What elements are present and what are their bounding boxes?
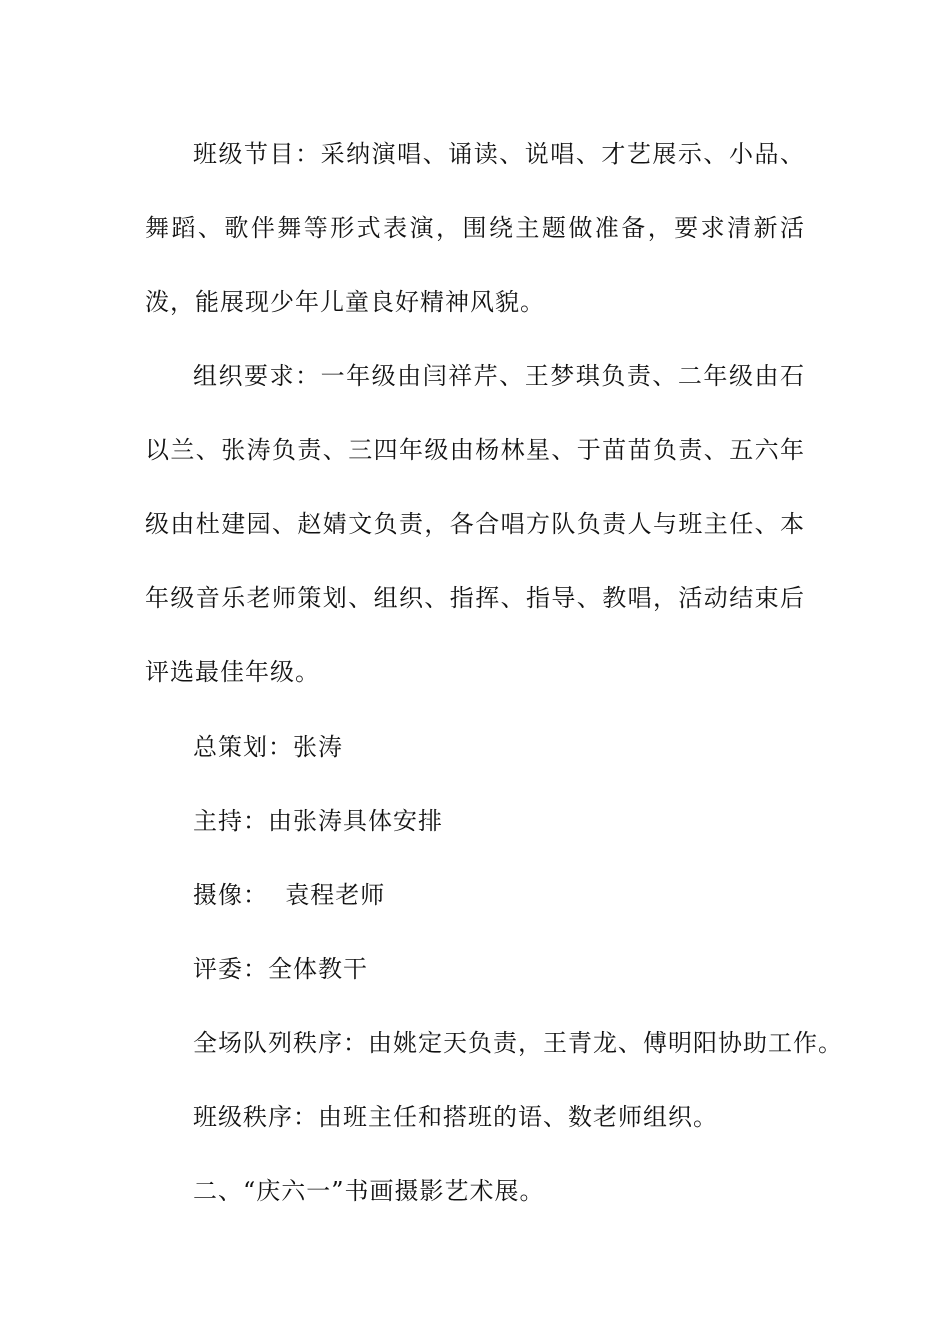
class-program-text: 班级节目：采纳演唱、诵读、说唱、才艺展示、小品、舞蹈、歌伴舞等形式表演，围绕主题做准备，要求清新活泼，能展现少年儿童良好精神风貌。 xyxy=(145,140,805,316)
organization-requirements-paragraph xyxy=(145,339,805,709)
camera-line: 摄像： 袁程老师 xyxy=(193,881,386,909)
organization-requirements-text: 组织要求：一年级由闫祥芹、王梦琪负责、二年级由石以兰、张涛负责、三四年级由杨林星、于苗苗负责、五六年级由杜建园、赵婧文负责，各合唱方队负责人与班主任、本年级音乐老师策划、组织、指挥、指导、教唱，活动结束后评选最佳年级。 xyxy=(145,362,805,686)
section-two-heading: 二、“庆六一”书画摄影艺术展。 xyxy=(193,1177,545,1205)
overall-order-line: 全场队列秩序：由姚定天负责，王青龙、傅明阳协助工作。 xyxy=(193,1029,843,1057)
class-program-paragraph xyxy=(145,117,805,339)
planner-line: 总策划：张涛 xyxy=(193,733,343,761)
judges-line: 评委：全体教干 xyxy=(193,955,368,983)
host-line: 主持：由张涛具体安排 xyxy=(193,807,443,835)
class-order-line: 班级秩序：由班主任和搭班的语、数老师组织。 xyxy=(193,1103,718,1131)
